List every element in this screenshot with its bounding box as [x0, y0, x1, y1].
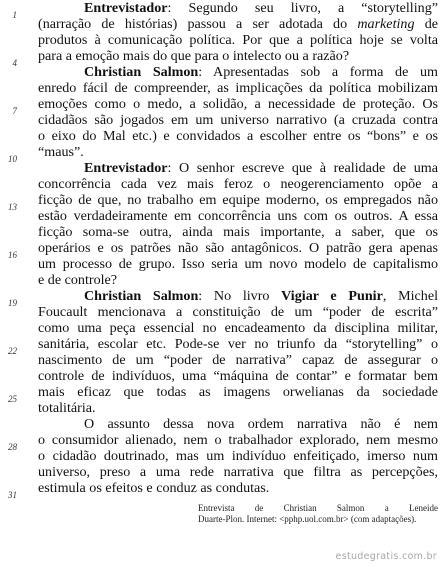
line-number: 22: [8, 346, 17, 356]
source-citation: Entrevista de Christian Salmon a Leneide: [198, 503, 438, 513]
line-number: 28: [8, 442, 17, 452]
text-line: o consumidor alienado, nem o trabalhador explorado, nem mesmo: [38, 432, 438, 448]
text-line: [84, 64, 438, 80]
text-line: sanitária, escolar etc. Pode-se ver no triunfo da “storytelling” o: [38, 336, 438, 352]
text-line: ficção soma-se outra, ainda mais importante, a saber, que os: [38, 224, 438, 240]
text-line: universo, preso a uma rede narrativa que filtra as percepções,: [38, 464, 438, 480]
text-line: operários e os patrões não são antagônicos. O patrão gera apenas: [38, 240, 438, 256]
book-title: Vigiar e Punir: [281, 288, 383, 304]
text-span: : Apresentadas sob a forma de um: [198, 64, 438, 80]
speaker-label: Christian Salmon: [84, 288, 199, 304]
text-line: ficção de que, no trabalho em equipe moderno, os empregados não: [38, 192, 438, 208]
text-line: um processo de grupo. Isso seria um novo modelo de capitalismo: [38, 256, 438, 272]
line-number: 1: [12, 10, 17, 20]
text-span: , Michel: [382, 288, 439, 304]
line-number: 7: [12, 106, 17, 116]
line-number: 10: [8, 154, 17, 164]
text-line: [38, 16, 438, 32]
text-line: [84, 288, 438, 304]
text-line: como uma peça essencial no encadeamento da disciplina militar,: [38, 320, 438, 336]
text-line: concorrência cada vez mais feroz o neogerenciamento opõe a: [38, 176, 438, 192]
text-span: : No livro: [198, 288, 270, 304]
text-line: estimula os efeitos e conduz as condutas.: [38, 480, 270, 496]
text-line: controle de indivíduos, uma “máquina de contar” e formatar bem: [38, 368, 438, 384]
text-line: [84, 0, 438, 16]
text-line: totalitária.: [38, 400, 96, 416]
text-span: de: [424, 16, 438, 32]
text-line: o eixo do Mal etc.) e convidados a escolher entre os “bons” e os: [38, 128, 438, 144]
text-line: e de controle?: [38, 272, 118, 288]
text-line: [84, 160, 438, 176]
watermark: estudegratis.com.br: [335, 551, 437, 562]
line-number: 25: [8, 394, 17, 404]
speaker-label: Entrevistador: [84, 0, 168, 16]
line-number: 16: [8, 250, 17, 260]
text-span: : Segundo seu livro, a “storytelling”: [167, 0, 438, 16]
text-line: “maus”.: [38, 144, 84, 160]
italic-term: marketing: [357, 16, 415, 32]
text-span: : O senhor escreve que à realidade de uma: [167, 160, 438, 176]
text-line: estão verdadeiramente em concorrência uns com os outros. A essa: [38, 208, 438, 224]
text-line: enredo fácil de compreender, as implicações da política mobilizam: [38, 80, 438, 96]
text-line: o cidadão doutrinado, mas um indivíduo enfeitiçado, imerso num: [38, 448, 438, 464]
line-number: 19: [8, 298, 17, 308]
line-number: 31: [8, 490, 17, 500]
line-number: 13: [8, 202, 17, 212]
text-line: emoções como o medo, a solidão, a necessidade de proteção. Os: [38, 96, 438, 112]
source-citation: Duarte-Plon. Internet: <pphp.uol.com.br> (com adaptações).: [198, 514, 417, 524]
line-number: 4: [12, 58, 17, 68]
text-line: nascimento de um “poder de narrativa” capaz de assegurar o: [38, 352, 438, 368]
text-line: cidadãos são jogados em um universo narrativo (a cruzada contra: [38, 112, 438, 128]
text-line: Foucault mencionava a constituição de um “poder de escrita”: [38, 304, 438, 320]
text-line: O assunto dessa nova ordem narrativa não é nem: [84, 416, 438, 432]
speaker-label: Christian Salmon: [84, 64, 199, 80]
text-span: (narração de histórias) passou a ser adotada do: [38, 16, 348, 32]
text-line: mais eficaz que todas as imagens orwelianas da sociedade: [38, 384, 438, 400]
text-line: produtos à comunicação política. Por que a política hoje se volta: [38, 32, 438, 48]
speaker-label: Entrevistador: [84, 160, 168, 176]
text-line: para a emoção mais do que para o intelecto ou a razão?: [38, 48, 350, 64]
